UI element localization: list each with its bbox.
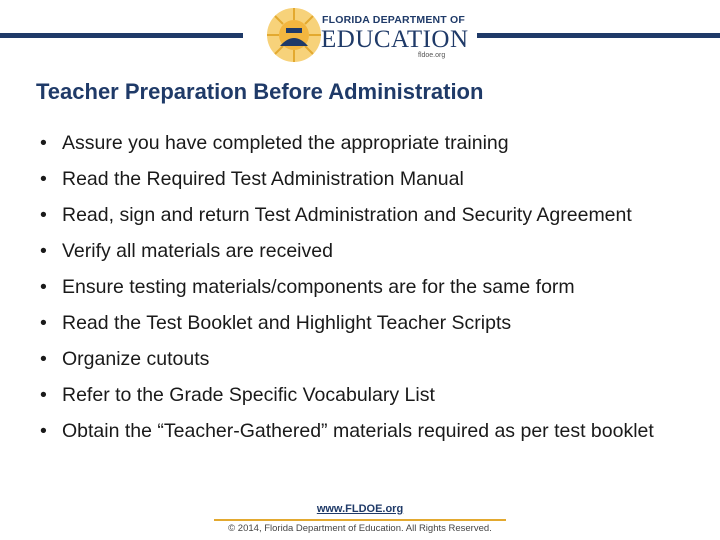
bullet-item xyxy=(36,238,696,264)
bullet-item xyxy=(36,310,696,336)
header-bar-right xyxy=(477,33,720,38)
bullet-item xyxy=(36,382,696,408)
bullet-text: Verify all materials are received xyxy=(62,240,333,262)
bullet-text: Refer to the Grade Specific Vocabulary List xyxy=(62,384,435,406)
bullet-item xyxy=(36,418,696,444)
bullet-text: Organize cutouts xyxy=(62,348,210,370)
bullet-text: Obtain the “Teacher-Gathered” materials required as per test booklet xyxy=(62,420,654,442)
bullet-text: Read, sign and return Test Administration and Security Agreement xyxy=(62,204,632,226)
bullet-dot: • xyxy=(40,240,47,262)
bullet-dot: • xyxy=(40,348,47,370)
bullet-dot: • xyxy=(40,204,47,226)
bullet-item xyxy=(36,274,696,300)
bullet-item xyxy=(36,202,696,228)
logo-sub-text: fldoe.org xyxy=(418,52,446,59)
fldoe-website-link[interactable]: www.FLDOE.org xyxy=(316,503,404,515)
bullet-list xyxy=(36,130,696,454)
bullet-item xyxy=(36,346,696,372)
footer-divider xyxy=(214,519,506,521)
bullet-text: Read the Test Booklet and Highlight Teacher Scripts xyxy=(62,312,512,334)
copyright-text: © 2014, Florida Department of Education. All Rights Reserved. xyxy=(228,523,492,534)
logo-main-text: EDUCATION xyxy=(321,26,469,53)
bullet-dot: • xyxy=(40,420,47,442)
fldoe-logo xyxy=(265,6,469,64)
bullet-text: Assure you have completed the appropriate training xyxy=(62,132,509,154)
bullet-text: Read the Required Test Administration Manual xyxy=(62,168,464,190)
bullet-dot: • xyxy=(40,312,47,334)
bullet-dot: • xyxy=(40,384,47,406)
logo-top-text: FLORIDA DEPARTMENT OF xyxy=(322,14,466,26)
bullet-dot: • xyxy=(40,132,47,154)
sunburst-emblem-icon xyxy=(265,6,323,64)
header-bar-left xyxy=(0,33,243,38)
bullet-text: Ensure testing materials/components are for the same form xyxy=(62,276,575,298)
bullet-dot: • xyxy=(40,276,47,298)
bullet-dot: • xyxy=(40,168,47,190)
bullet-item xyxy=(36,166,696,192)
bullet-item xyxy=(36,130,696,156)
slide-title: Teacher Preparation Before Administration xyxy=(36,79,484,104)
